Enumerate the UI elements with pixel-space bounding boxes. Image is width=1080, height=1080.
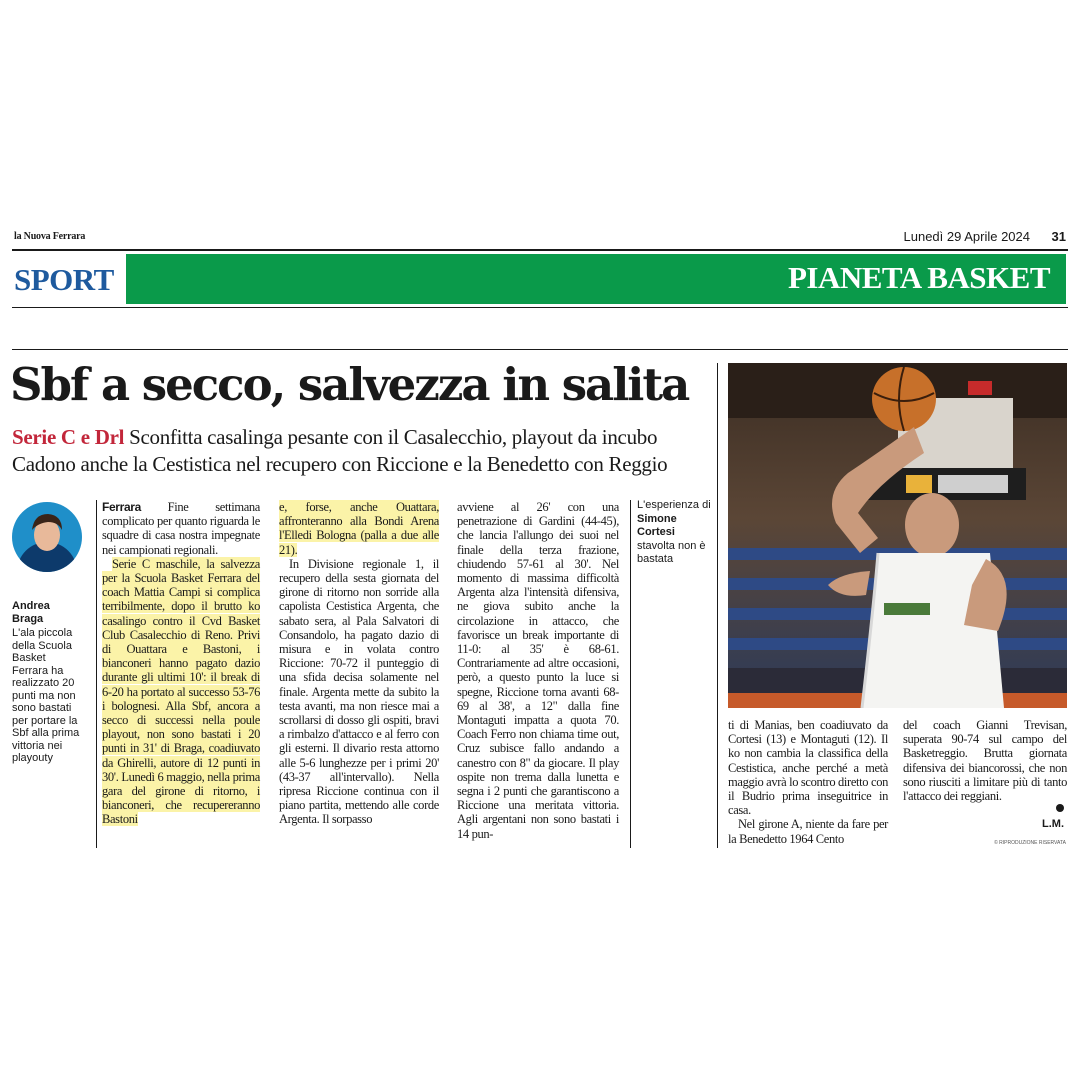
- headline: Sbf a secco, salvezza in salita: [10, 358, 689, 411]
- subheadline-1: Sconfitta casalinga pesante con il Casalecchio, playout da incubo: [129, 425, 658, 449]
- paragraph: Nel girone A, niente da fare per la Benedetto 1964 Cento: [728, 817, 888, 846]
- photo-caption-name: Simone Cortesi: [637, 512, 677, 538]
- section-band: [126, 254, 1066, 304]
- portrait-caption-text: L'ala piccola della Scuola Basket Ferrara ha realizzato 20 punti ma non sono bastati per portare la Sbf alla prima vittoria nei playouty: [12, 627, 80, 764]
- issue-date: Lunedì 29 Aprile 2024: [903, 229, 1030, 244]
- paragraph: In Divisione regionale 1, il recupero della sesta giornata del girone di ritorno non sorride alla capolista Cestistica Argenta, che sabato sera, al Pala Salvatori di Consandolo, ha pagato dazio di misura e in volata contro Riccione: 70-72 il punteggio di una sfida decisa solamente nel finale. Argenta mette da subito la testa avanti, ma non riesce mai a scrollarsi di dosso gli ospiti, bravi a rimbalzo d'attacco e al ferro con gli esterni. Il divario resta attorno alle 5-6 lunghezze per i primi 20' (43-37 all'intervallo). Nella ripresa Riccione continua con il piano partita, mettendo alle corde Argenta. Il sorpasso: [279, 556, 439, 827]
- article-column-3: [457, 500, 619, 841]
- section-rule: [12, 307, 1068, 308]
- paragraph: ti di Manias, ben coadiuvato da Cortesi (13) e Montaguti (12). Il ko non cambia la classifica della Cestistica, anche perché a metà maggio avrà lo scontro diretto con il Budrio prima inseguitrice in casa.: [728, 718, 888, 818]
- copyright-note: © RIPRODUZIONE RISERVATA: [994, 840, 1066, 846]
- highlighted-paragraph: Serie C maschile, la salvezza per la Scuola Basket Ferrara del coach Mattia Campi si complica terribilmente, dopo il brutto ko casalingo contro il Cvd Basket Club Casalecchio di Reno. Privi di Ouattara e Bastoni, i bianconeri hanno pagato dazio durante gli ultimi 10': il break di 6-20 ha portato al successo 53-76 i bolognesi. Alla Sbf, ancora a secco di successi nella poule playout, non sono bastati i 20 punti in 31' di Braga, coadiuvato da Ghirelli, autore di 12 punti in 30'. Lunedì 6 maggio, nella prima gara del girone di ritorno, i bianconeri, che recupereranno Bastoni: [102, 556, 260, 827]
- column-divider: [630, 500, 631, 848]
- highlighted-paragraph: e, forse, anche Ouattara, affronteranno alla Bondi Arena l'Elledi Bologna (palla a due alle 21).: [279, 500, 439, 557]
- column-divider: [96, 500, 97, 848]
- paragraph: Fine settimana complicato per quanto riguarda le squadre di casa nostra impegnate nei campionati regionali.: [102, 500, 260, 557]
- portrait-photo: [12, 502, 82, 572]
- paragraph: avviene al 26' con una penetrazione di Gardini (44-45), che lancia l'allungo dei suoi nel finale della terza frazione, chiudendo 57-61 al 30'. Nel momento di massima difficoltà Argenta alza l'intensità difensiva, ne giova subito anche la circolazione in attacco, che favorisce un break importante di 11-0: al 35' è 68-61. Contrariamente ad altre occasioni, però, a questo punto la luce si spegne, Riccione torna avanti 68-69 al 38', a 12" dalla fine Montaguti impatta a quota 70. Coach Ferro non chiama time out, Cruz subisce fallo andando a canestro con 8" da giocare. Il play ospite non trema dalla lunetta e segna i 2 punti che garantiscono a Riccione una meritata vittoria. Agli argentani non sono bastati i 14 pun-: [457, 500, 619, 841]
- kicker: Serie C e Drl: [12, 425, 125, 449]
- paragraph: del coach Gianni Trevisan, superata 90-74 sul campo del Basketreggio. Brutta giornata difensiva dei biancorossi, che non sono riusciti a limitare più di tanto l'attacco dei reggiani.: [903, 718, 1067, 804]
- subheadline-2: Cadono anche la Cestistica nel recupero con Riccione e la Benedetto con Reggio: [12, 452, 668, 476]
- photo-caption-suffix: stavolta non è bastata: [637, 539, 706, 565]
- author-signature: L.M.: [1042, 818, 1064, 830]
- end-mark: [1056, 804, 1064, 812]
- article-column-4: [728, 718, 888, 846]
- article-column-5: [903, 718, 1067, 803]
- dateline: Ferrara: [102, 500, 141, 514]
- band-title: PIANETA BASKET: [787, 260, 1050, 295]
- top-rule: [12, 249, 1068, 251]
- newspaper-name: la Nuova Ferrara: [14, 231, 86, 242]
- photo-caption: [637, 499, 715, 567]
- headline-rule: [12, 349, 1068, 350]
- subheadline-line-1: [12, 425, 657, 450]
- article-column-2: [279, 500, 439, 827]
- article-column-1: [102, 500, 260, 827]
- portrait-caption-name: Andrea Braga: [12, 600, 50, 625]
- photo-caption-prefix: L'esperienza di: [637, 499, 711, 511]
- section-label: SPORT: [14, 262, 114, 297]
- basketball-player-photo: [728, 363, 1067, 708]
- column-divider: [717, 363, 718, 848]
- page-number: 31: [1051, 229, 1066, 244]
